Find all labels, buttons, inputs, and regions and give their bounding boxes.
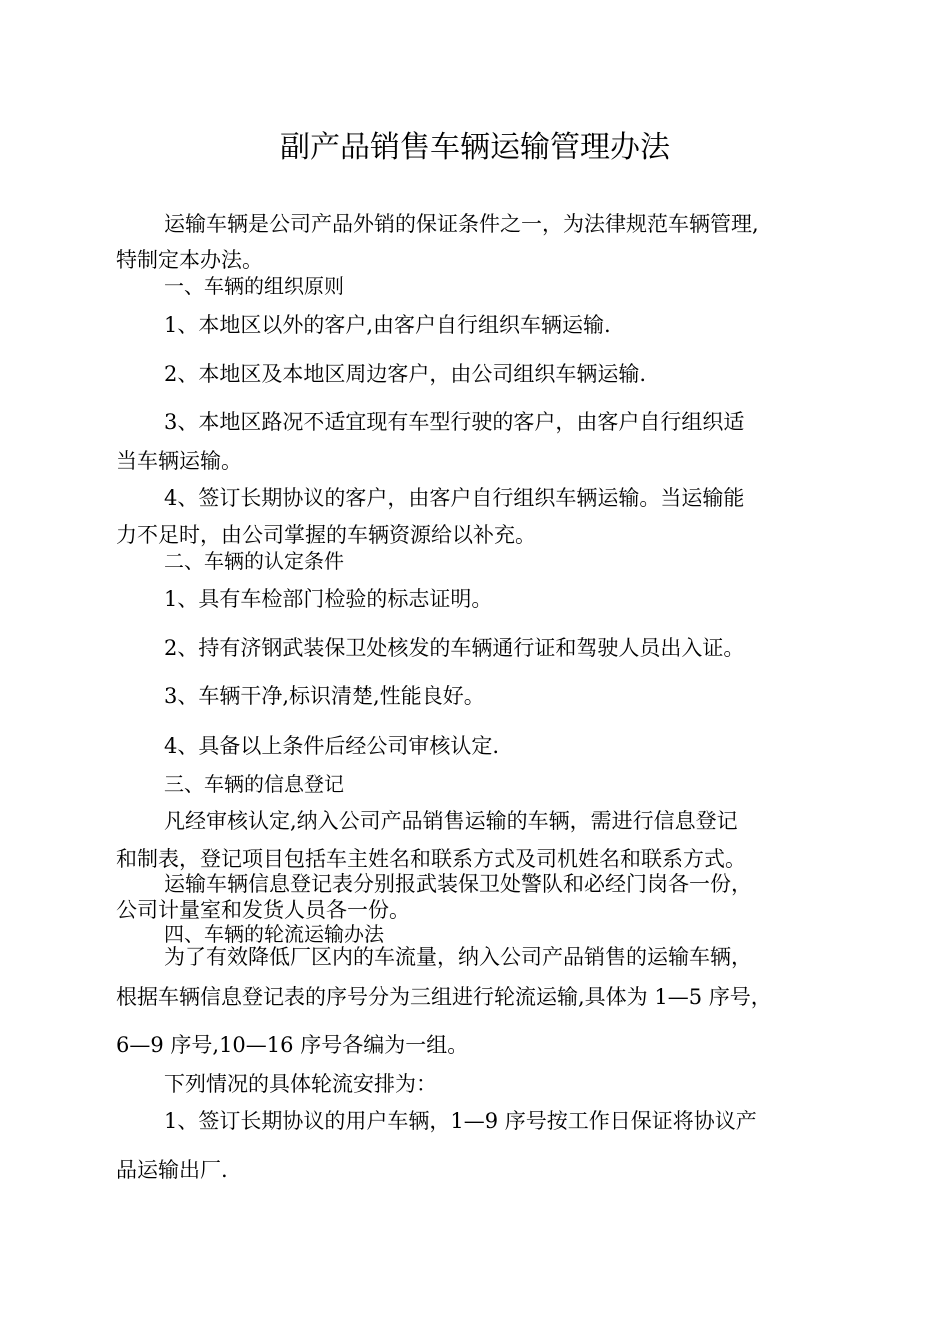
section-1-item-1: 1、本地区以外的客户,由客户自行组织车辆运输.	[164, 313, 611, 337]
section-1-heading: 一、车辆的组织原则	[164, 274, 344, 298]
intro-line-1: 运输车辆是公司产品外销的保证条件之一，为法律规范车辆管理,	[164, 212, 759, 236]
section-3-heading: 三、车辆的信息登记	[164, 772, 344, 796]
intro-line-2: 特制定本办法。	[116, 248, 263, 272]
section-1-item-4-line-1: 4、签订长期协议的客户，由客户自行组织车辆运输。当运输能	[164, 486, 745, 510]
section-1-item-3-line-1: 3、本地区路况不适宜现有车型行驶的客户，由客户自行组织适	[164, 410, 745, 434]
section-1-item-3-line-2: 当车辆运输。	[116, 449, 242, 473]
section-4-para-1-line-2: 根据车辆信息登记表的序号分为三组进行轮流运输,具体为 1—5 序号，	[116, 985, 772, 1009]
section-3-para-2-line-2: 公司计量室和发货人员各一份。	[116, 898, 410, 922]
section-1-item-4-line-2: 力不足时，由公司掌握的车辆资源给以补充。	[116, 523, 536, 547]
section-4-para-1-line-1: 为了有效降低厂区内的车流量，纳入公司产品销售的运输车辆，	[164, 945, 752, 969]
section-4-item-1-line-2: 品运输出厂.	[116, 1158, 228, 1182]
section-4-para-1-line-3: 6—9 序号,10—16 序号各编为一组。	[116, 1033, 469, 1057]
section-4-heading: 四、车辆的轮流运输办法	[164, 922, 384, 946]
section-1-item-2: 2、本地区及本地区周边客户，由公司组织车辆运输.	[164, 362, 647, 386]
section-2-item-2: 2、持有济钢武装保卫处核发的车辆通行证和驾驶人员出入证。	[164, 636, 745, 660]
section-4-item-1-line-1: 1、签订长期协议的用户车辆，1—9 序号按工作日保证将协议产	[164, 1109, 757, 1133]
section-3-para-2-line-1: 运输车辆信息登记表分别报武装保卫处警队和必经门岗各一份，	[164, 872, 752, 896]
section-3-para-1-line-1: 凡经审核认定,纳入公司产品销售运输的车辆，需进行信息登记	[164, 809, 738, 833]
section-2-heading: 二、车辆的认定条件	[164, 549, 344, 573]
section-4-para-2: 下列情况的具体轮流安排为：	[164, 1072, 437, 1096]
section-3-para-1-line-2: 和制表，登记项目包括车主姓名和联系方式及司机姓名和联系方式。	[116, 847, 746, 871]
section-2-item-1: 1、具有车检部门检验的标志证明。	[164, 587, 493, 611]
document-title: 副产品销售车辆运输管理办法	[280, 130, 670, 165]
section-2-item-4: 4、具备以上条件后经公司审核认定.	[164, 734, 500, 758]
section-2-item-3: 3、车辆干净,标识清楚,性能良好。	[164, 684, 485, 708]
